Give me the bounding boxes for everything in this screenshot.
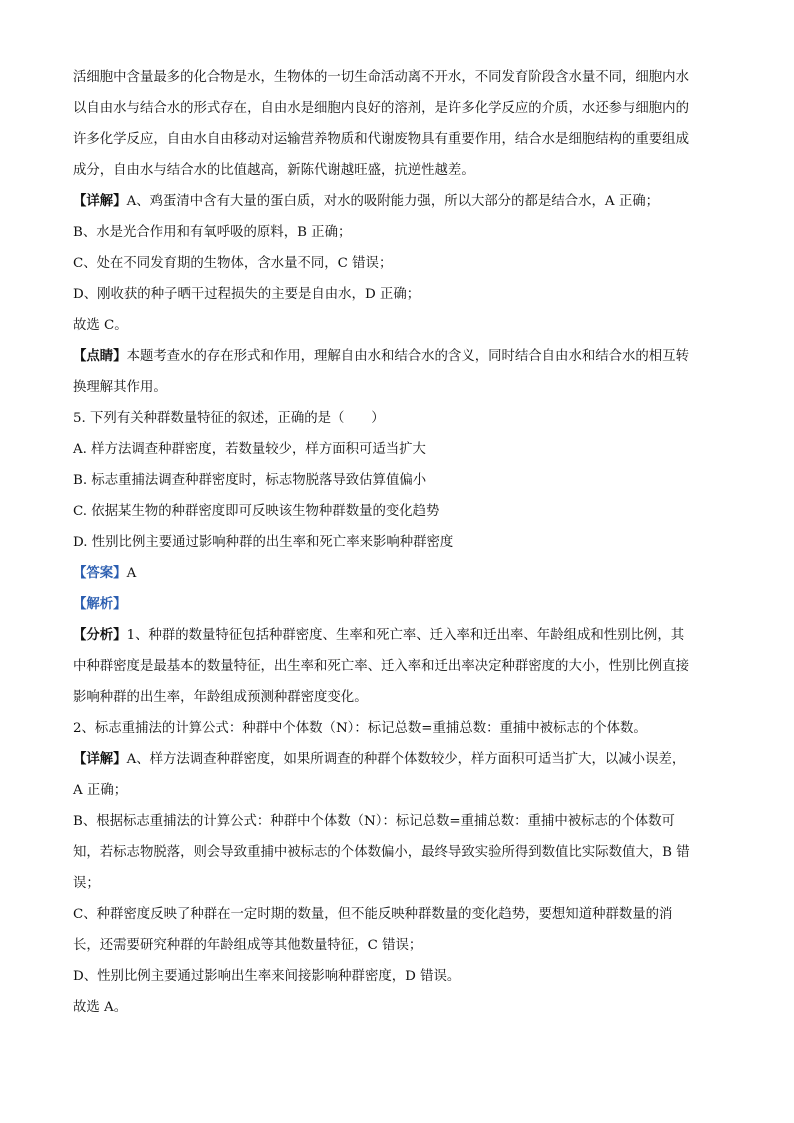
q5-fenxi-line-4: 2、标志重捕法的计算公式：种群中个体数（N）：标记总数=重捕总数：重捕中被标志的个体数。 xyxy=(73,721,647,736)
q5-option-b: B. 标志重捕法调查种群密度时，标志物脱落导致估算值偏小 xyxy=(73,473,427,488)
q4-conclusion: 故选 C。 xyxy=(73,318,128,333)
intro-line-1: 活细胞中含量最多的化合物是水，生物体的一切生命活动离不开水，不同发育阶段含水量不同，细胞内水 xyxy=(73,70,689,85)
fenxi-text: 1、种群的数量特征包括种群密度、生率和死亡率、迁入率和迁出率、年龄组成和性别比例，其 xyxy=(126,628,685,643)
intro-line-2: 以自由水与结合水的形式存在，自由水是细胞内良好的溶剂，是许多化学反应的介质，水还参与细胞内的 xyxy=(73,101,689,116)
q5-detail-line-6: C、种群密度反映了种群在一定时期的数量，但不能反映种群数量的变化趋势，要想知道种群数量的消 xyxy=(73,907,673,922)
q4-detail-first-line xyxy=(73,186,723,217)
fenxi-tag: 【分析】 xyxy=(73,627,127,643)
q4-detail-line-c: C、处在不同发育期的生物体，含水量不同，C 错误； xyxy=(73,256,393,271)
answer-tag: 【答案】 xyxy=(73,565,127,581)
page-content xyxy=(73,62,723,1023)
q5-detail-first-line xyxy=(73,744,723,775)
intro-line-4: 成分，自由水与结合水的比值越高，新陈代谢越旺盛，抗逆性越差。 xyxy=(73,163,475,178)
q5-option-d: D. 性别比例主要通过影响种群的出生率和死亡率来影响种群密度 xyxy=(73,535,454,550)
q4-detail-line-b: B、水是光合作用和有氧呼吸的原料，B 正确； xyxy=(73,225,352,240)
q5-conclusion: 故选 A。 xyxy=(73,1000,128,1015)
q5-answer xyxy=(73,558,723,589)
q5-fenxi-line-3: 影响种群的出生率，年龄组成预测种群密度变化。 xyxy=(73,690,368,705)
q5-detail-line-5: 误； xyxy=(73,876,100,891)
comment-tag: 【点睛】 xyxy=(73,348,127,364)
q4-comment-first-line xyxy=(73,341,723,372)
q5-stem: 5. 下列有关种群数量特征的叙述，正确的是（ ） xyxy=(73,411,385,426)
q5-analysis xyxy=(73,589,723,620)
detail-text: A、鸡蛋清中含有大量的蛋白质，对水的吸附能力强，所以大部分的都是结合水，A 正确； xyxy=(126,194,660,209)
q5-fenxi-first-line xyxy=(73,620,723,651)
q5-option-a: A. 样方法调查种群密度，若数量较少，样方面积可适当扩大 xyxy=(73,442,426,457)
q5-detail-line-4: 知，若标志物脱落，则会导致重捕中被标志的个体数偏小，最终导致实验所得到数值比实际数值大，B 错 xyxy=(73,845,690,860)
q5-fenxi-line-2: 中种群密度是最基本的数量特征，出生率和死亡率、迁入率和迁出率决定种群密度的大小，性别比例直接 xyxy=(73,659,689,674)
detail-tag: 【详解】 xyxy=(73,193,127,209)
analysis-tag: 【解析】 xyxy=(73,596,127,612)
detail-tag: 【详解】 xyxy=(73,751,127,767)
q4-comment-second-line: 换理解其作用。 xyxy=(73,380,167,395)
q4-detail-line-d: D、刚收获的种子晒干过程损失的主要是自由水，D 正确； xyxy=(73,287,421,302)
detail-text: A、样方法调查种群密度，如果所调查的种群个体数较少，样方面积可适当扩大，以减小误差， xyxy=(126,752,686,767)
q5-option-c: C. 依据某生物的种群密度即可反映该生物种群数量的变化趋势 xyxy=(73,504,440,519)
q5-detail-line-8: D、性别比例主要通过影响出生率来间接影响种群密度，D 错误。 xyxy=(73,969,461,984)
q5-detail-line-7: 长，还需要研究种群的年龄组成等其他数量特征，C 错误； xyxy=(73,938,423,953)
comment-text: 本题考查水的存在形式和作用，理解自由水和结合水的含义，同时结合自由水和结合水的相互转 xyxy=(126,349,689,364)
answer-value: A xyxy=(126,566,137,581)
q5-detail-line-3: B、根据标志重捕法的计算公式：种群中个体数（N）：标记总数=重捕总数：重捕中被标志的个体数可 xyxy=(73,814,675,829)
q5-detail-line-2: A 正确； xyxy=(73,783,128,798)
intro-line-3: 许多化学反应，自由水自由移动对运输营养物质和代谢废物具有重要作用，结合水是细胞结构的重要组成 xyxy=(73,132,689,147)
